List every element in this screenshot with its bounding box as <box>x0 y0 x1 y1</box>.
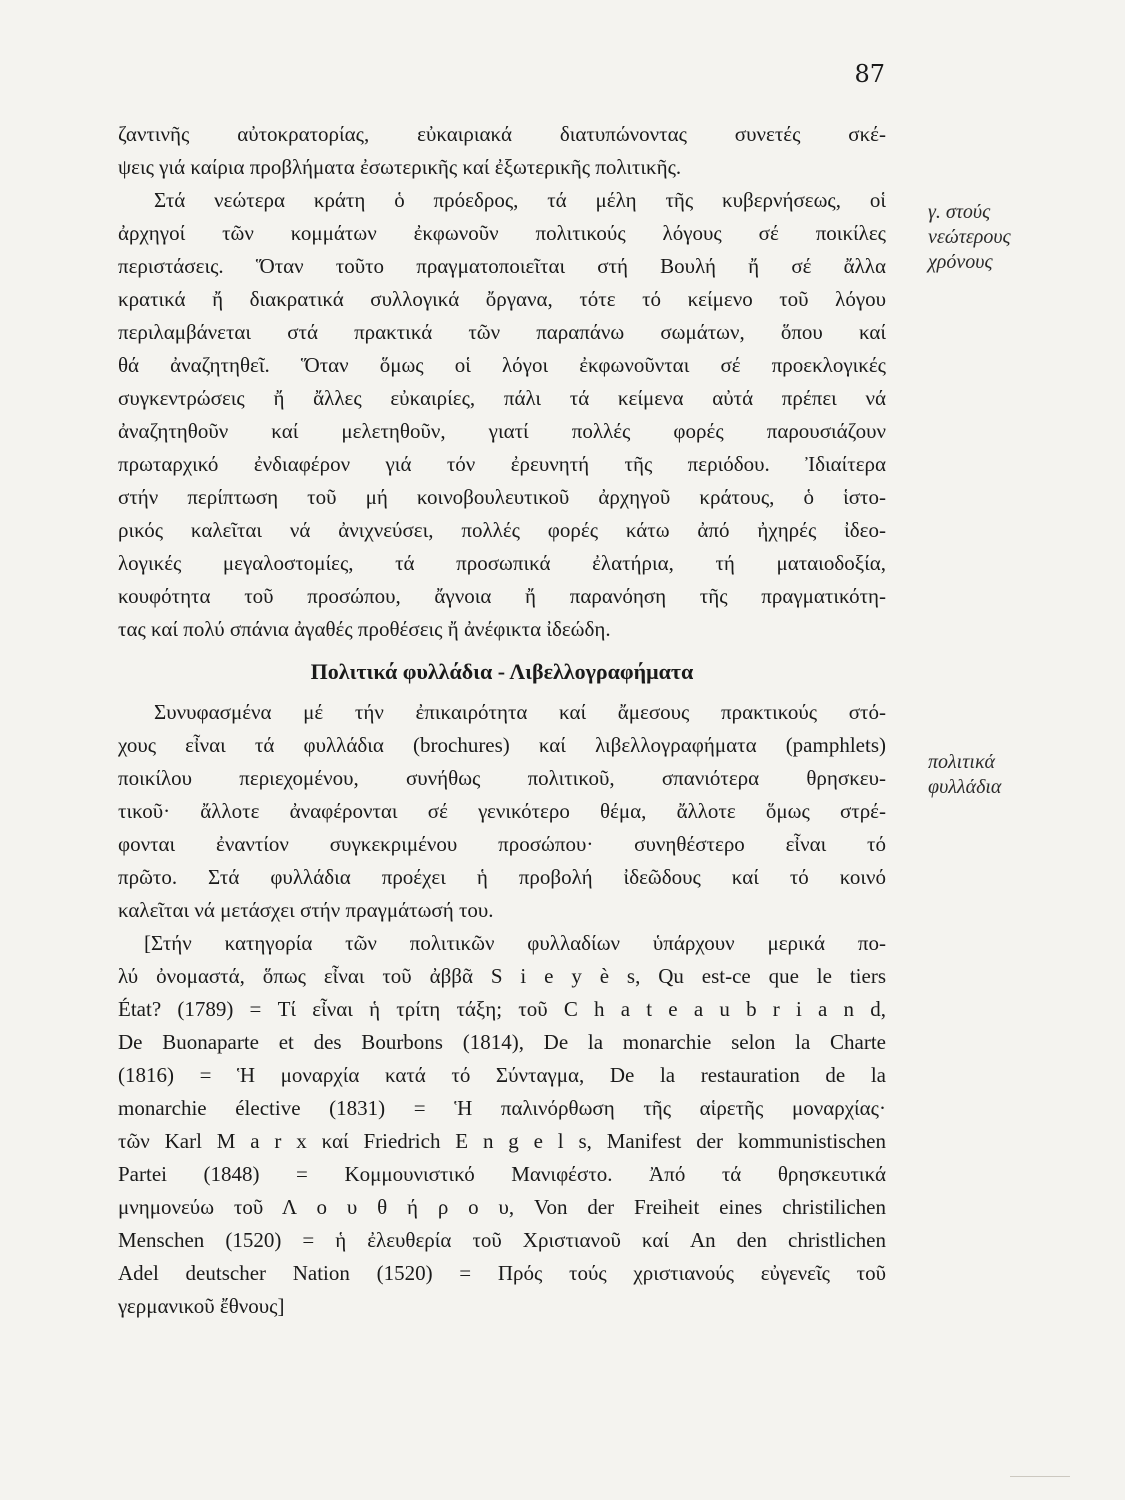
text-line: περιστάσεις. Ὅταν τοῦτο πραγματοποιεῖται στή Βουλή ἤ σέ ἄλλα <box>118 254 886 278</box>
text-line: τῶν Karl M a r x καί Friedrich E n g e l s, Manifest der kommunistischen <box>118 1129 886 1153</box>
text-line: κρατικά ἤ διακρατικά συλλογικά ὄργανα, τότε τό κείμενο τοῦ λόγου <box>118 287 886 311</box>
text-line: État? (1789) = Τί εἶναι ἡ τρίτη τάξη; τοῦ C h a t e a u b r i a n d, <box>118 997 886 1021</box>
text-line: ζαντινῆς αὐτοκρατορίας, εὐκαιριακά διατυπώνοντας συνετές σκέ- <box>118 122 886 146</box>
text-line: περιλαμβάνεται στά πρακτικά τῶν παραπάνω σωμάτων, ὅπου καί <box>118 320 886 344</box>
text-line: χους εἶναι τά φυλλάδια (brochures) καί λιβελλογραφήματα (pamphlets) <box>118 733 886 757</box>
text-line: καλεῖται νά μετάσχει στήν πραγμάτωσή του. <box>118 898 494 922</box>
text-line: Adel deutscher Nation (1520) = Πρός τούς χριστιανούς εὐγενεῖς τοῦ <box>118 1261 886 1285</box>
text-line: συγκεντρώσεις ἤ ἄλλες εὐκαιρίες, πάλι τά κείμενα αὐτά πρέπει νά <box>118 386 886 410</box>
text-line: μνημονεύω τοῦ Λ ο υ θ ή ρ ο υ, Von der Freiheit eines christilichen <box>118 1195 886 1219</box>
margin-note-political-pamphlets <box>928 750 1078 800</box>
text-line: τας καί πολύ σπάνια ἀγαθές προθέσεις ἤ ἀνέφικτα ἰδεώδη. <box>118 617 611 641</box>
edge-mark <box>1010 1476 1070 1477</box>
section-heading: Πολιτικά φυλλάδια - Λιβελλογραφήματα <box>310 659 694 684</box>
text-line: De Buonaparte et des Bourbons (1814), De la monarchie selon la Charte <box>118 1030 886 1054</box>
text-line: λύ ὀνομαστά, ὅπως εἶναι τοῦ ἀββᾶ S i e y è s, Qu est-ce que le tiers <box>118 964 886 988</box>
text-line: [Στήν κατηγορία τῶν πολιτικῶν φυλλαδίων ὑπάρχουν μερικά πο- <box>144 931 886 955</box>
text-line: κουφότητα τοῦ προσώπου, ἄγνοια ἤ παρανόηση τῆς πραγματικότη- <box>118 584 886 608</box>
text-line: (1816) = Ἡ μοναρχία κατά τό Σύνταγμα, De la restauration de la <box>118 1063 886 1087</box>
text-line: Στά νεώτερα κράτη ὁ πρόεδρος, τά μέλη τῆς κυβερνήσεως, οἱ <box>154 188 886 212</box>
margin-note-line: φυλλάδια <box>928 776 1002 798</box>
text-line: φονται ἐναντίον συγκεκριμένου προσώπου· συνηθέστερο εἶναι τό <box>118 832 886 856</box>
text-line: Partei (1848) = Κομμουνιστικό Μανιφέστο. Ἀπό τά θρησκευτικά <box>118 1162 886 1186</box>
text-line: θά ἀναζητηθεῖ. Ὅταν ὅμως οἱ λόγοι ἐκφωνοῦνται σέ προεκλογικές <box>118 353 886 377</box>
text-line: στήν περίπτωση τοῦ μή κοινοβουλευτικοῦ ἀρχηγοῦ κράτους, ὁ ἱστο- <box>118 485 886 509</box>
text-line: monarchie élective (1831) = Ἡ παλινόρθωση τῆς αἱρετῆς μοναρχίας· <box>118 1096 886 1120</box>
text-line: ἀναζητηθοῦν καί μελετηθοῦν, γιατί πολλές φορές παρουσιάζουν <box>118 419 886 443</box>
text-line: τικοῦ· ἄλλοτε ἀναφέρονται σέ γενικότερο θέμα, ἄλλοτε ὅμως στρέ- <box>118 799 886 823</box>
margin-note-line: γ. στούς <box>928 201 991 223</box>
text-line: πρωταρχικό ἐνδιαφέρον γιά τόν ἐρευνητή τῆς περιόδου. Ἰδιαίτερα <box>118 452 886 476</box>
main-text <box>118 118 886 1323</box>
margin-note-line: νεώτερους <box>928 226 1011 248</box>
text-line: πρῶτο. Στά φυλλάδια προέχει ἡ προβολή ἰδεῶδους καί τό κοινό <box>118 865 886 889</box>
margin-note-line: χρόνους <box>928 251 993 273</box>
text-line: Συνυφασμένα μέ τήν ἐπικαιρότητα καί ἄμεσους πρακτικούς στό- <box>154 700 886 724</box>
margin-note-line: πολιτικά <box>928 751 996 773</box>
text-line: γερμανικοῦ ἔθνους] <box>118 1294 285 1318</box>
page-number: 87 <box>854 60 885 88</box>
text-line: λογικές μεγαλοστομίες, τά προσωπικά ἐλατήρια, τή ματαιοδοξία, <box>118 551 886 575</box>
text-line: ρικός καλεῖται νά ἀνιχνεύσει, πολλές φορές κάτω ἀπό ἠχηρές ἰδεο- <box>118 518 886 542</box>
text-line: ποικίλου περιεχομένου, συνήθως πολιτικοῦ, σπανιότερα θρησκευ- <box>118 766 886 790</box>
text-line: Menschen (1520) = ἡ ἐλευθερία τοῦ Χριστιανοῦ καί An den christlichen <box>118 1228 886 1252</box>
text-line: ψεις γιά καίρια προβλήματα ἐσωτερικῆς καί ἐξωτερικῆς πολιτικῆς. <box>118 155 682 179</box>
margin-note-modern-times <box>928 200 1078 275</box>
text-line: ἀρχηγοί τῶν κομμάτων ἐκφωνοῦν πολιτικούς λόγους σέ ποικίλες <box>118 221 886 245</box>
